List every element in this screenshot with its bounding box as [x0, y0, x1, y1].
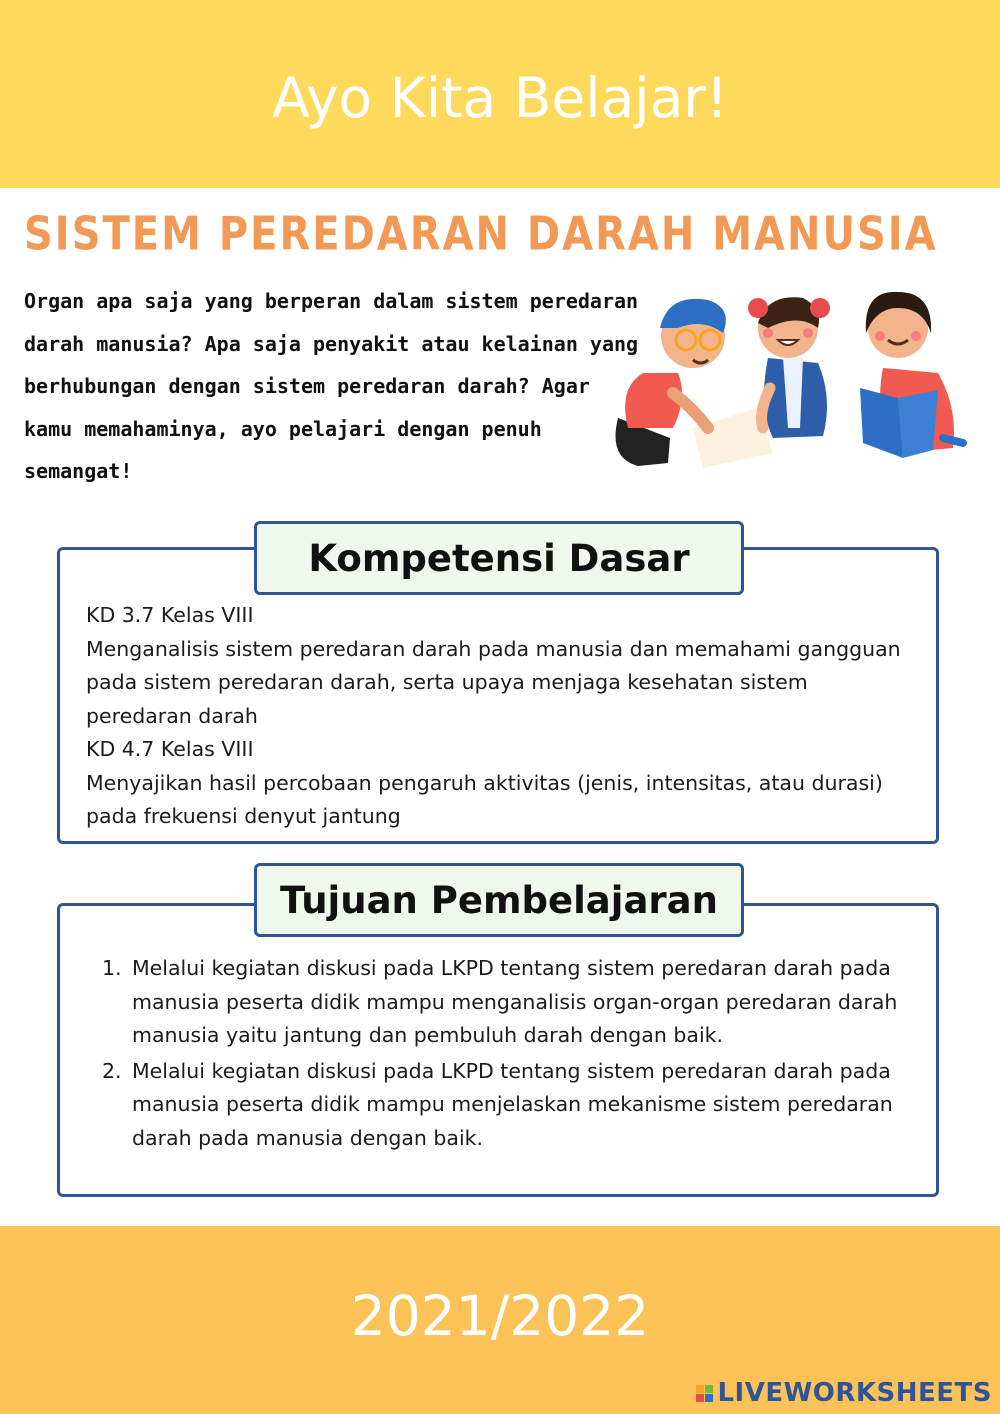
liveworksheets-watermark — [696, 1378, 992, 1408]
kompetensi-dasar-content — [86, 599, 906, 834]
kompetensi-dasar-label: Kompetensi Dasar — [254, 521, 744, 595]
girl-middle-figure — [748, 297, 830, 438]
header-title: Ayo Kita Belajar! — [272, 66, 728, 130]
kd-line: KD 3.7 Kelas VIII — [86, 603, 254, 627]
list-item — [86, 952, 916, 1053]
kd-line: KD 4.7 Kelas VIII — [86, 737, 254, 761]
kd-line: Menganalisis sistem peredaran darah pada manusia dan memahami gangguan pada sistem peredaran darah, serta upaya menjaga kesehatan sistem peredaran darah — [86, 636, 901, 728]
children-studying-illustration — [598, 278, 970, 478]
tujuan-list — [86, 952, 916, 1155]
document-title: SISTEM PEREDARAN DARAH MANUSIA — [24, 208, 938, 261]
list-item-text: Melalui kegiatan diskusi pada LKPD tentang sistem peredaran darah pada manusia peserta didik mampu menganalisis organ-organ peredaran darah manusia yaitu jantung dan pembuluh darah dengan baik. — [132, 956, 898, 1047]
list-item-text: Melalui kegiatan diskusi pada LKPD tentang sistem peredaran darah pada manusia peserta didik mampu menjelaskan mekanisme sistem peredaran darah pada manusia dengan baik. — [132, 1058, 893, 1150]
liveworksheets-logo-icon — [696, 1385, 713, 1402]
intro-paragraph: Organ apa saja yang berperan dalam sistem peredaran darah manusia? Apa saja penyakit atau kelainan yang berhubungan dengan sistem peredaran darah? Agar kamu memahaminya, ayo pelajari dengan penuh semangat! — [24, 289, 639, 483]
list-item — [86, 1055, 916, 1156]
girl-right-figure — [860, 292, 963, 458]
footer-year: 2021/2022 — [350, 1284, 650, 1348]
list-item-number: 2. — [102, 1058, 122, 1083]
list-item-number: 1. — [102, 956, 122, 980]
kd-line: Menyajikan hasil percobaan pengaruh aktivitas (jenis, intensitas, atau durasi) pada frekuensi denyut jantung — [86, 770, 883, 828]
tujuan-pembelajaran-label: Tujuan Pembelajaran — [254, 863, 744, 937]
watermark-text: LIVEWORKSHEETS — [717, 1378, 992, 1408]
